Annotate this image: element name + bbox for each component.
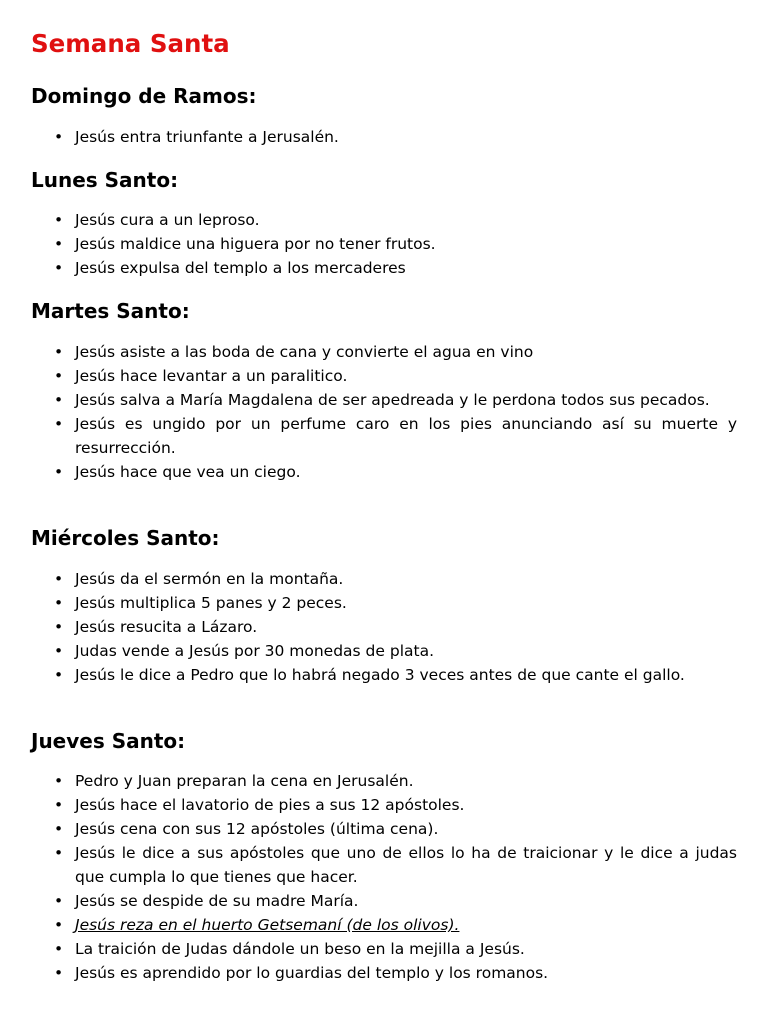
bullet: •	[54, 666, 64, 684]
list-item: • Jesús asiste a las boda de cana y convierte el agua en vino	[0, 340, 768, 364]
list-item: • Jesús le dice a Pedro que lo habrá negado 3 veces antes de que cante el gallo.	[0, 663, 768, 687]
section-heading: Lunes Santo:	[31, 168, 179, 192]
list-item: • Jesús se despide de su madre María.	[0, 889, 768, 913]
bullet: •	[54, 128, 64, 146]
bullet: •	[54, 235, 64, 253]
section-heading: Jueves Santo:	[31, 729, 186, 753]
bullet: •	[54, 594, 64, 612]
list-item: • Jesús cena con sus 12 apóstoles (última cena).	[0, 817, 768, 841]
bullet: •	[54, 772, 64, 790]
bullet: •	[54, 463, 64, 481]
list-item: • Jesús hace levantar a un paralitico.	[0, 364, 768, 388]
item-list	[0, 125, 768, 149]
bullet: •	[54, 343, 64, 361]
bullet: •	[54, 259, 64, 277]
list-item: • Jesús da el sermón en la montaña.	[0, 567, 768, 591]
bullet: •	[54, 391, 64, 409]
list-item: • Jesús es aprendido por lo guardias del templo y los romanos.	[0, 961, 768, 985]
bullet: •	[54, 570, 64, 588]
bullet: •	[54, 820, 64, 838]
list-item: • Jesús multiplica 5 panes y 2 peces.	[0, 591, 768, 615]
list-item: • Judas vende a Jesús por 30 monedas de plata.	[0, 639, 768, 663]
list-item: • Jesús salva a María Magdalena de ser apedreada y le perdona todos sus pecados.	[0, 388, 768, 412]
bullet: •	[54, 367, 64, 385]
document-title: Semana Santa	[31, 29, 230, 58]
section-heading: Martes Santo:	[31, 299, 190, 323]
item-list	[0, 769, 768, 985]
list-item: • Pedro y Juan preparan la cena en Jerusalén.	[0, 769, 768, 793]
list-item: • Jesús es ungido por un perfume caro en los pies anunciando así su muerte y resurrección.	[0, 412, 768, 460]
list-item: • Jesús maldice una higuera por no tener frutos.	[0, 232, 768, 256]
list-item: • Jesús entra triunfante a Jerusalén.	[0, 125, 768, 149]
bullet: •	[54, 211, 64, 229]
bullet: •	[54, 415, 64, 433]
list-item: • Jesús expulsa del templo a los mercaderes	[0, 256, 768, 280]
list-item: • Jesús hace el lavatorio de pies a sus 12 apóstoles.	[0, 793, 768, 817]
list-item: • La traición de Judas dándole un beso en la mejilla a Jesús.	[0, 937, 768, 961]
bullet: •	[54, 796, 64, 814]
item-list	[0, 340, 768, 484]
bullet: •	[54, 964, 64, 982]
section-heading: Miércoles Santo:	[31, 526, 220, 550]
list-item: • Jesús hace que vea un ciego.	[0, 460, 768, 484]
bullet: •	[54, 844, 64, 862]
bullet: •	[54, 940, 64, 958]
section-heading: Domingo de Ramos:	[31, 84, 257, 108]
list-item: • Jesús le dice a sus apóstoles que uno de ellos lo ha de traicionar y le dice a judas que cumpla lo que tienes que hacer.	[0, 841, 768, 889]
list-item: • Jesús cura a un leproso.	[0, 208, 768, 232]
bullet: •	[54, 642, 64, 660]
item-list	[0, 208, 768, 280]
bullet: •	[54, 892, 64, 910]
bullet: •	[54, 618, 64, 636]
item-list	[0, 567, 768, 687]
list-item-emphasized: • Jesús reza en el huerto Getsemaní (de los olivos).	[0, 913, 768, 937]
list-item: • Jesús resucita a Lázaro.	[0, 615, 768, 639]
bullet: •	[54, 916, 64, 934]
